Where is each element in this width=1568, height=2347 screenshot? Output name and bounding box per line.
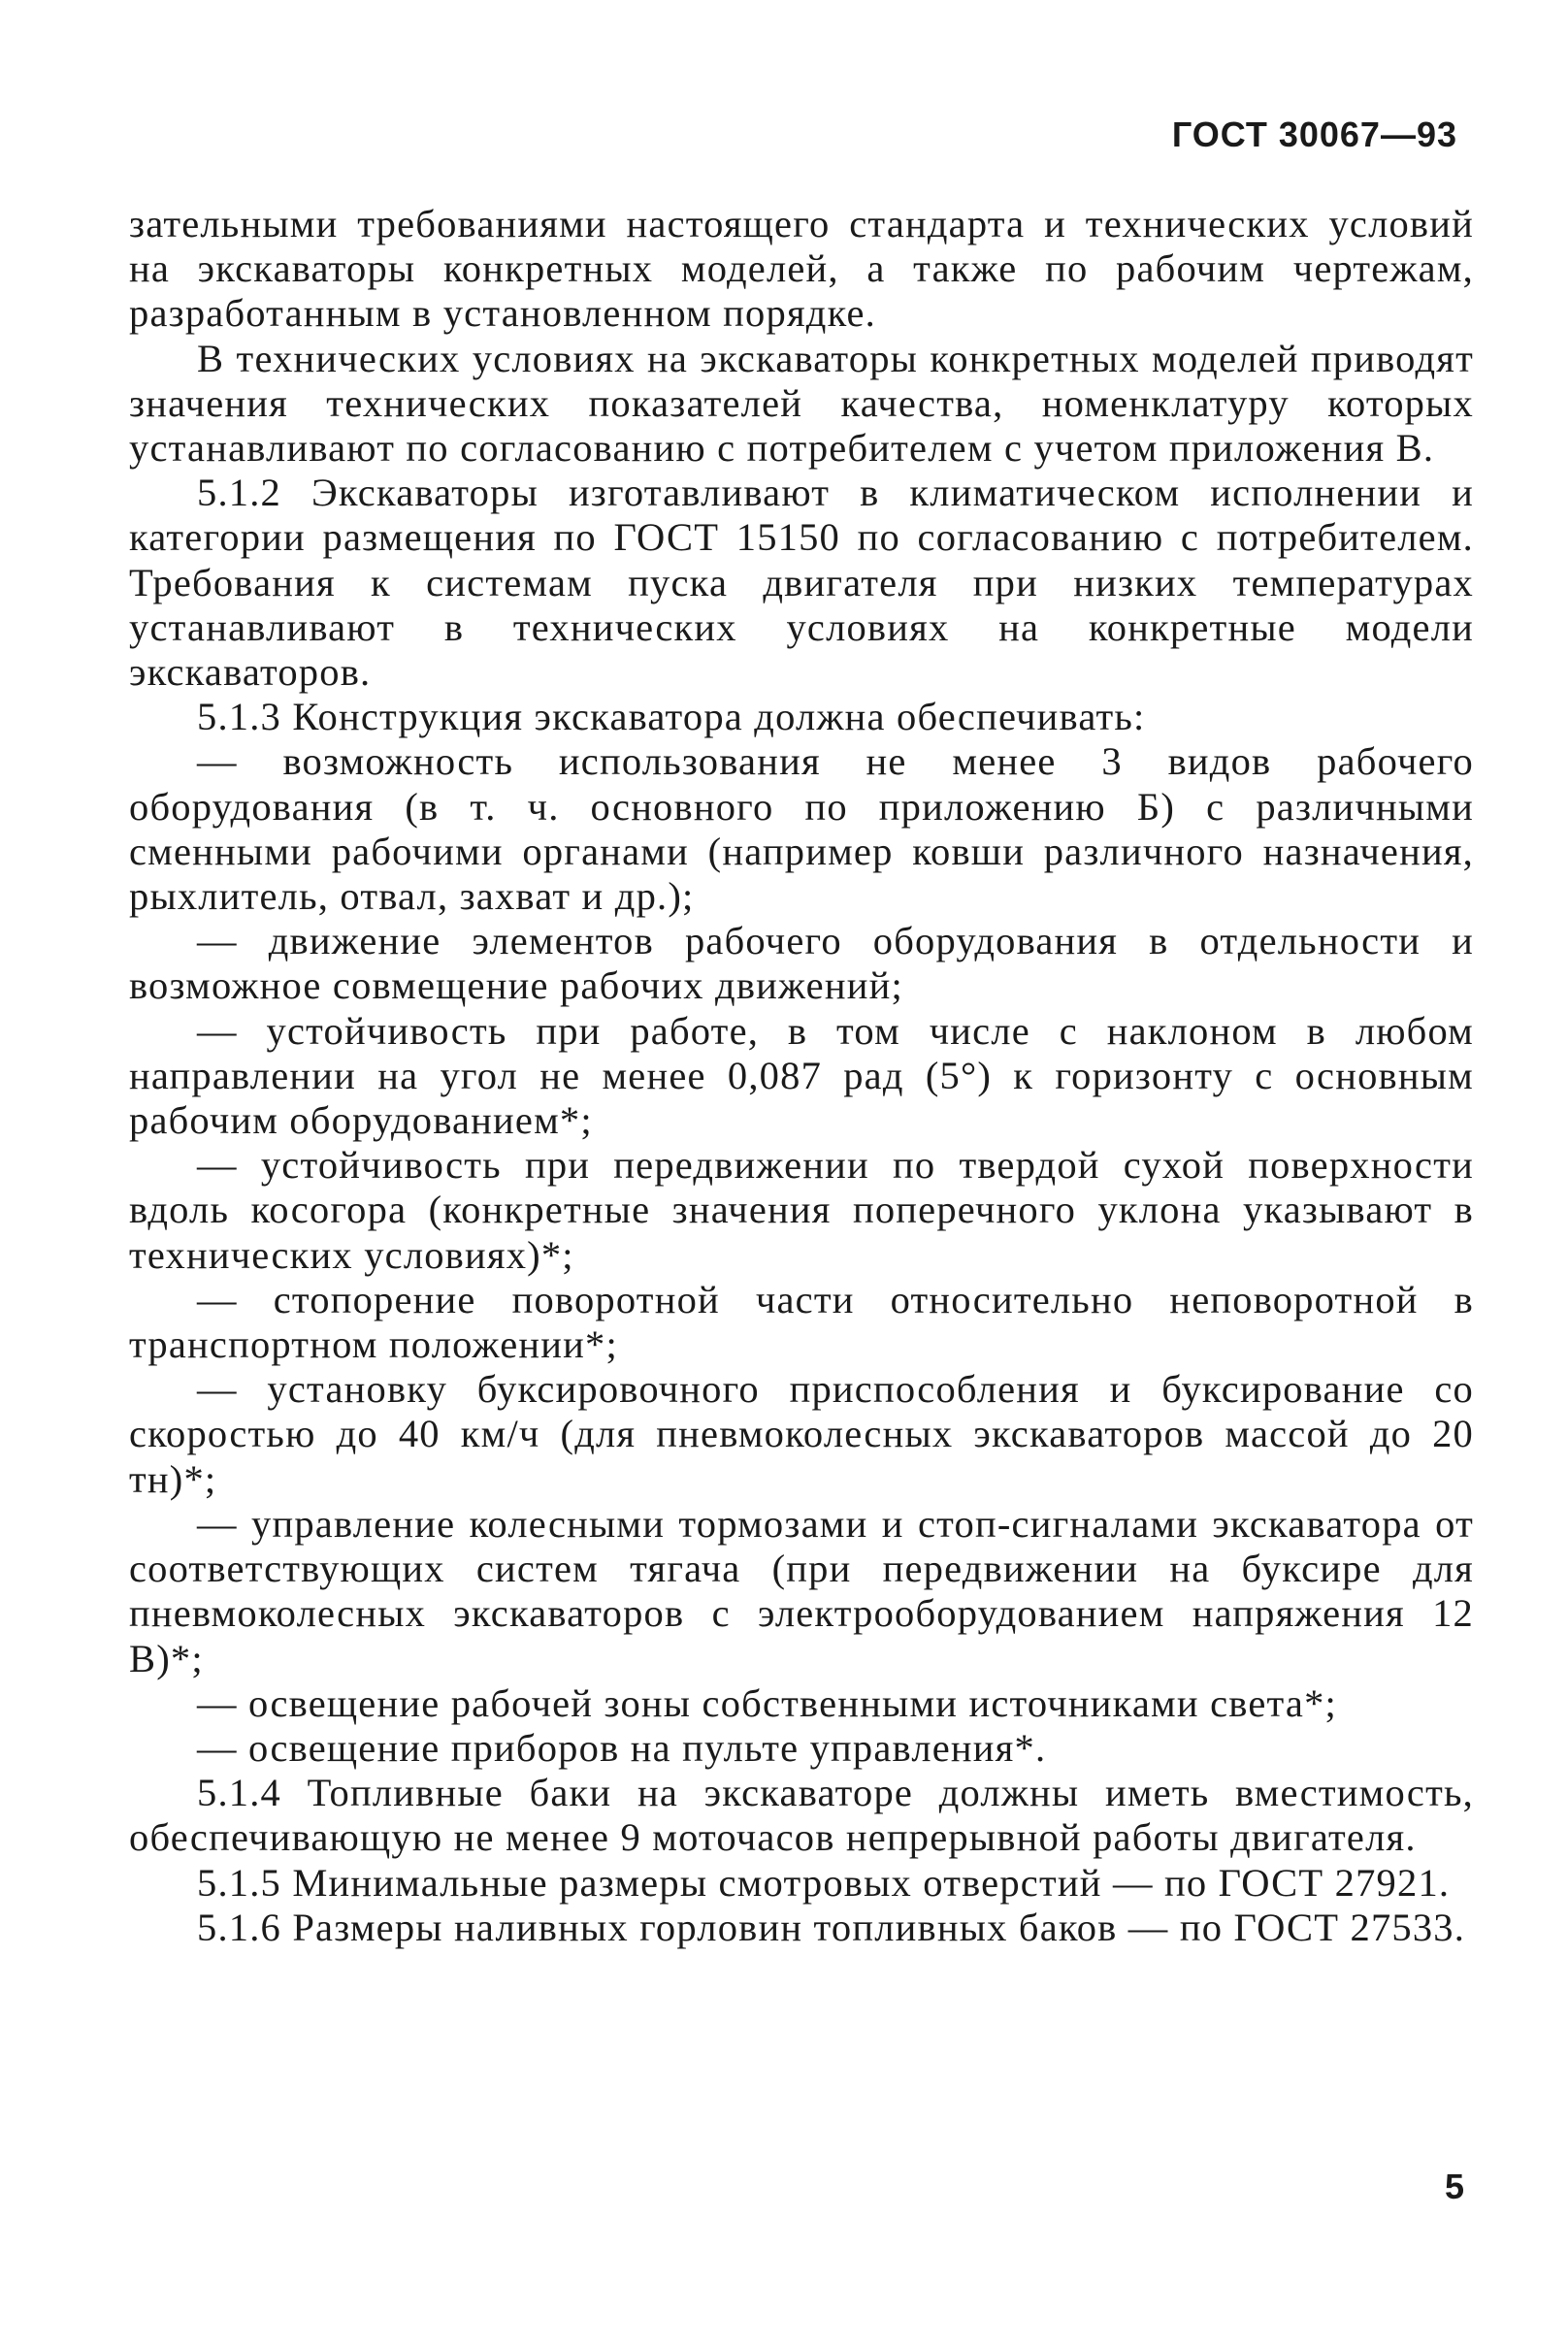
paragraph-5-1-5: 5.1.5 Минимальные размеры смотровых отверстий — по ГОСТ 27921. xyxy=(197,1860,1451,1905)
paragraph-5-1-2: 5.1.2 Экскаваторы изготавливают в климатическом исполнении и категории размещения по ГОСТ 15150 по согласованию с потребителем. Требования к системам пуска двигателя при низких температурах устанавливают в технических условиях на конкретные модели экскаваторов. xyxy=(129,471,1474,695)
list-item-brake-control: — управление колесными тормозами и стоп-сигналами экскаватора от соответствующих систем тягача (при передвижении на буксире для пневмоколесных экскаваторов с электрооборудованием напряжения 12 В)*; xyxy=(129,1501,1474,1680)
list-item-stability-movement: — устойчивость при передвижении по твердой сухой поверхности вдоль косогора (конкретные значения поперечного уклона указывают в технических условиях)*; xyxy=(129,1143,1474,1277)
paragraph-5-1-6: 5.1.6 Размеры наливных горловин топливных баков — по ГОСТ 27533. xyxy=(197,1905,1466,1949)
list-item-work-zone-lighting: — освещение рабочей зоны собственными источниками света*; xyxy=(197,1680,1337,1725)
list-item-panel-lighting: — освещение приборов на пульте управления*. xyxy=(197,1725,1047,1770)
page-number: 5 xyxy=(1444,2167,1464,2206)
list-item-stability-work: — устойчивость при работе, в том числе с наклоном в любом направлении на угол не менее 0,087 рад (5°) к горизонту с основным рабочим оборудованием*; xyxy=(129,1008,1474,1143)
list-item-locking-rotary-part: — стопорение поворотной части относительно неповоротной в транспортном положении*; xyxy=(129,1277,1474,1367)
list-item-towing: — установку буксировочного приспособления и буксирование со скоростью до 40 км/ч (для пневмоколесных экскаваторов массой до 20 тн)*; xyxy=(129,1367,1474,1501)
document-code-header: ГОСТ 30067—93 xyxy=(1171,114,1457,154)
paragraph-technical-conditions: В технических условиях на экскаваторы конкретных моделей приводят значения технических показателей качества, номенклатуру которых устанавливают по согласованию с потребителем с учетом приложения В. xyxy=(129,336,1474,471)
list-item-movement-elements: — движение элементов рабочего оборудования в отдельности и возможное совмещение рабочих движений; xyxy=(129,919,1474,1008)
paragraph-5-1-3: 5.1.3 Конструкция экскаватора должна обеспечивать: xyxy=(197,695,1146,739)
list-item-equipment-types: — возможность использования не менее 3 видов рабочего оборудования (в т. ч. основного по приложению Б) с различными сменными рабочими органами (например ковши различного назначения, рыхлитель, отвал, захват и др.); xyxy=(129,739,1474,919)
paragraph-5-1-4: 5.1.4 Топливные баки на экскаваторе должны иметь вместимость, обеспечивающую не менее 9 моточасов непрерывной работы двигателя. xyxy=(129,1771,1474,1860)
body-text xyxy=(129,202,1474,1950)
paragraph-continuation: зательными требованиями настоящего стандарта и технических условий на экскаваторы конкретных моделей, а также по рабочим чертежам, разработанным в установленном порядке. xyxy=(129,202,1474,336)
